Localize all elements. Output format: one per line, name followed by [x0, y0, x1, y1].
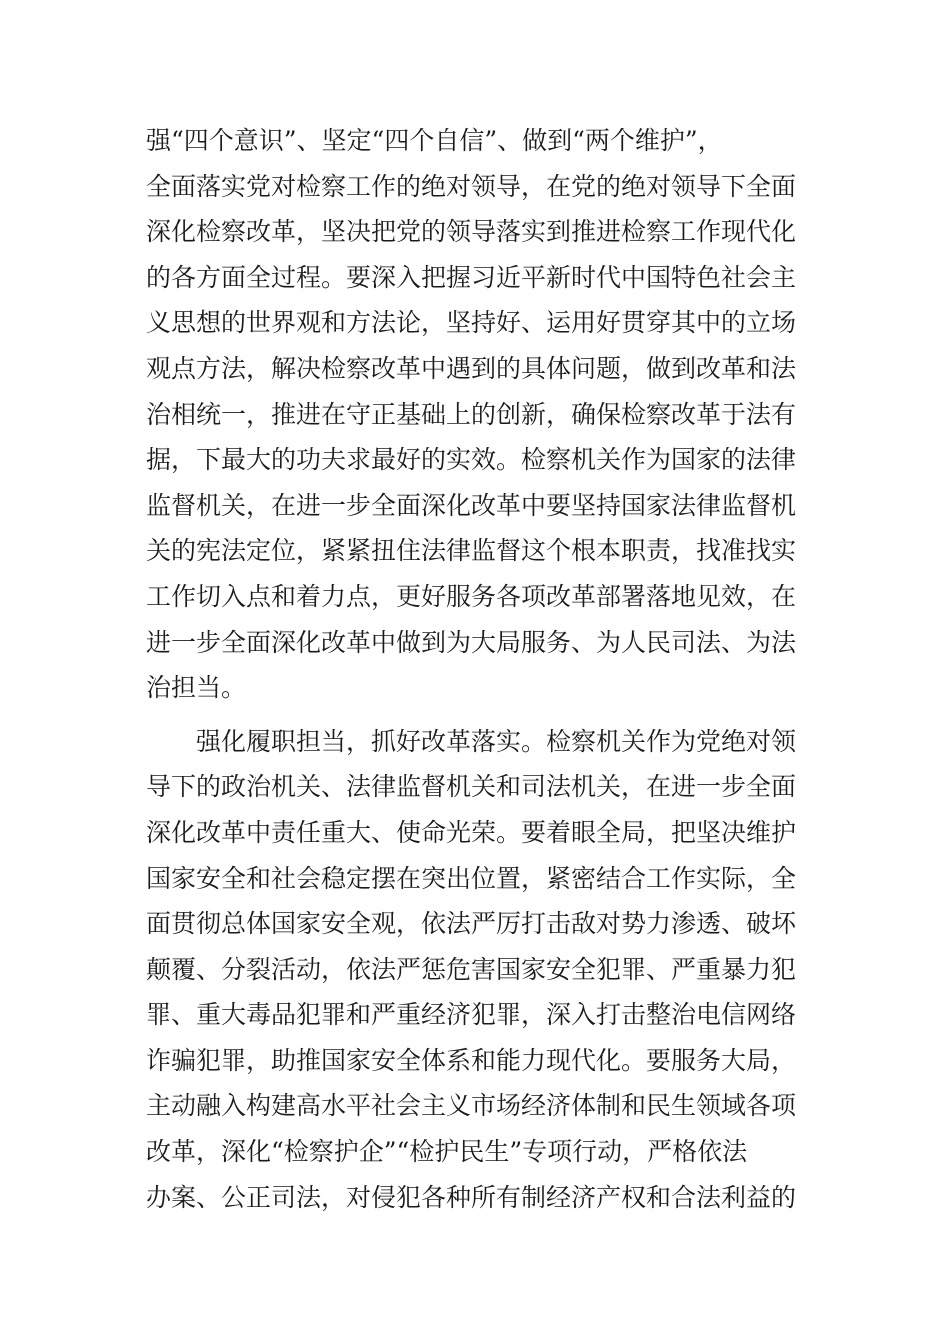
paragraph-gap [146, 711, 810, 719]
text-line: 诈骗犯罪，助推国家安全体系和能力现代化。要服务大局， [146, 1045, 797, 1075]
paragraph-2 [146, 719, 810, 1221]
text-line: 强“四个意识”、坚定“四个自信”、做到“两个维护”， [146, 126, 723, 155]
text-line: 改革，深化“检察护企”“检护民生”专项行动，严格依法 [146, 1137, 748, 1167]
text-line: 治担当。 [146, 673, 247, 703]
body-text [146, 118, 810, 1220]
text-line: 深化改革中责任重大、使命光荣。要着眼全局，把坚决维护 [146, 817, 797, 847]
text-line: 颠覆、分裂活动，依法严惩危害国家安全犯罪、严重暴力犯 [146, 954, 797, 984]
text-line: 主动融入构建高水平社会主义市场经济体制和民生领域各项 [146, 1091, 797, 1121]
text-line: 关的宪法定位，紧紧扭住法律监督这个根本职责，找准找实 [146, 536, 797, 566]
text-line: 强化履职担当，抓好改革落实。检察机关作为党绝对领 [146, 726, 797, 756]
text-line: 治相统一，推进在守正基础上的创新，确保检察改革于法有 [146, 399, 797, 429]
text-line: 据，下最大的功夫求最好的实效。检察机关作为国家的法律 [146, 445, 797, 475]
paragraph-1 [146, 118, 810, 711]
text-line: 监督机关，在进一步全面深化改革中要坚持国家法律监督机 [146, 490, 797, 520]
text-line: 罪、重大毒品犯罪和严重经济犯罪，深入打击整治电信网络 [146, 1000, 797, 1030]
text-line: 面贯彻总体国家安全观，依法严厉打击敌对势力渗透、破坏 [146, 909, 797, 939]
text-line: 工作切入点和着力点，更好服务各项改革部署落地见效，在 [146, 581, 797, 611]
text-line: 国家安全和社会稳定摆在突出位置，紧密结合工作实际，全 [146, 863, 797, 893]
text-line: 导下的政治机关、法律监督机关和司法机关，在进一步全面 [146, 772, 797, 802]
text-line: 深化检察改革，坚决把党的领导落实到推进检察工作现代化 [146, 217, 797, 247]
text-line: 办案、公正司法，对侵犯各种所有制经济产权和合法利益的 [146, 1182, 797, 1212]
text-line: 观点方法，解决检察改革中遇到的具体问题，做到改革和法 [146, 353, 797, 383]
text-line: 进一步全面深化改革中做到为大局服务、为人民司法、为法 [146, 627, 797, 657]
text-line: 全面落实党对检察工作的绝对领导，在党的绝对领导下全面 [146, 171, 797, 201]
text-line: 的各方面全过程。要深入把握习近平新时代中国特色社会主 [146, 262, 797, 292]
text-line: 义思想的世界观和方法论，坚持好、运用好贯穿其中的立场 [146, 308, 797, 338]
